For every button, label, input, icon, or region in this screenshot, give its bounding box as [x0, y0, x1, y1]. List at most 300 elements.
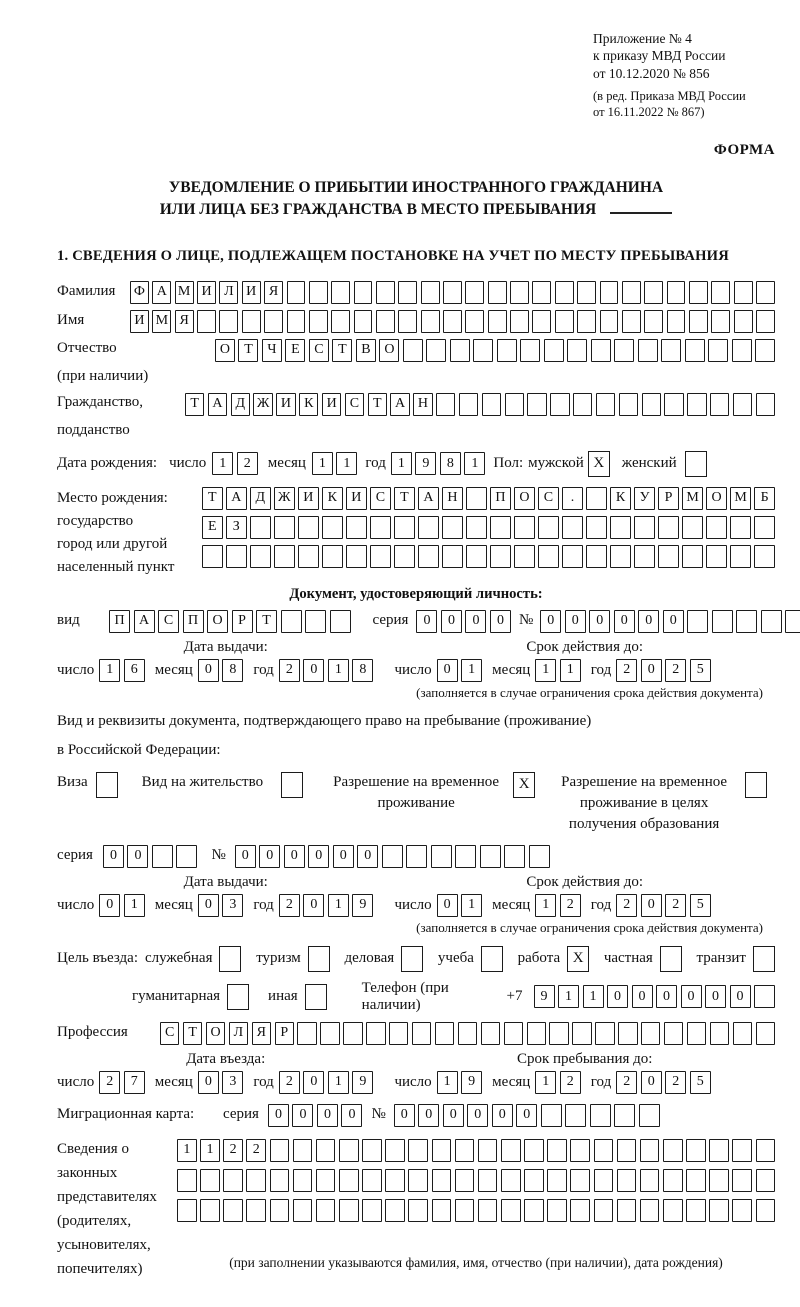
char-cell[interactable] [376, 281, 395, 304]
char-cell[interactable]: 0 [437, 659, 458, 682]
char-cell[interactable] [547, 1199, 567, 1222]
char-cell[interactable] [466, 516, 487, 539]
char-cell[interactable] [664, 1022, 683, 1045]
char-cell[interactable] [197, 310, 216, 333]
char-cell[interactable]: 1 [461, 894, 482, 917]
purpose-other-checkbox[interactable] [305, 984, 327, 1010]
char-cell[interactable]: Я [252, 1022, 271, 1045]
char-cell[interactable]: 1 [391, 452, 412, 475]
char-cell[interactable]: 2 [279, 894, 300, 917]
char-cell[interactable] [733, 393, 752, 416]
char-cell[interactable]: Т [368, 393, 387, 416]
char-cell[interactable] [287, 281, 306, 304]
char-cell[interactable] [478, 1169, 498, 1192]
char-cell[interactable]: И [276, 393, 295, 416]
char-cell[interactable] [709, 1199, 729, 1222]
char-cell[interactable]: О [706, 487, 727, 510]
char-cell[interactable] [732, 339, 752, 362]
char-cell[interactable]: С [538, 487, 559, 510]
char-cell[interactable] [293, 1169, 313, 1192]
purpose-official-checkbox[interactable] [219, 946, 241, 972]
char-cell[interactable]: 0 [565, 610, 586, 633]
char-cell[interactable]: 5 [690, 1071, 711, 1094]
char-cell[interactable]: Ж [274, 487, 295, 510]
char-cell[interactable]: 1 [464, 452, 485, 475]
char-cell[interactable]: А [208, 393, 227, 416]
char-cell[interactable] [732, 1139, 752, 1162]
residence-permit-checkbox[interactable] [281, 772, 303, 798]
char-cell[interactable]: Т [183, 1022, 202, 1045]
char-cell[interactable]: 3 [222, 1071, 243, 1094]
char-cell[interactable] [246, 1199, 266, 1222]
char-cell[interactable]: М [682, 487, 703, 510]
char-cell[interactable] [455, 1139, 475, 1162]
char-cell[interactable] [331, 281, 350, 304]
char-cell[interactable]: 1 [124, 894, 145, 917]
char-cell[interactable]: 0 [127, 845, 148, 868]
char-cell[interactable] [756, 393, 775, 416]
char-cell[interactable] [733, 1022, 752, 1045]
char-cell[interactable] [567, 339, 587, 362]
char-cell[interactable] [497, 339, 517, 362]
char-cell[interactable] [270, 1199, 290, 1222]
char-cell[interactable] [594, 1139, 614, 1162]
char-cell[interactable]: 0 [437, 894, 458, 917]
char-cell[interactable] [687, 393, 706, 416]
char-cell[interactable] [264, 310, 283, 333]
char-cell[interactable] [570, 1139, 590, 1162]
char-cell[interactable] [644, 310, 663, 333]
char-cell[interactable]: 2 [560, 894, 581, 917]
char-cell[interactable]: 1 [177, 1139, 197, 1162]
char-cell[interactable]: 1 [212, 452, 233, 475]
char-cell[interactable] [501, 1169, 521, 1192]
char-cell[interactable]: 0 [516, 1104, 537, 1127]
char-cell[interactable]: 0 [259, 845, 280, 868]
char-cell[interactable] [577, 281, 596, 304]
char-cell[interactable] [354, 281, 373, 304]
gender-male-checkbox[interactable]: X [588, 451, 610, 477]
char-cell[interactable]: И [298, 487, 319, 510]
purpose-study-checkbox[interactable] [481, 946, 503, 972]
char-cell[interactable]: И [130, 310, 149, 333]
char-cell[interactable]: . [562, 487, 583, 510]
char-cell[interactable] [418, 516, 439, 539]
char-cell[interactable]: 1 [328, 659, 349, 682]
char-cell[interactable]: М [730, 487, 751, 510]
char-cell[interactable] [736, 610, 757, 633]
char-cell[interactable]: 0 [443, 1104, 464, 1127]
char-cell[interactable] [223, 1169, 243, 1192]
char-cell[interactable]: Д [250, 487, 271, 510]
char-cell[interactable] [442, 545, 463, 568]
char-cell[interactable]: 2 [665, 659, 686, 682]
char-cell[interactable] [709, 1139, 729, 1162]
char-cell[interactable]: 9 [461, 1071, 482, 1094]
char-cell[interactable] [590, 1104, 611, 1127]
char-cell[interactable] [538, 516, 559, 539]
char-cell[interactable] [756, 1139, 776, 1162]
char-cell[interactable] [514, 545, 535, 568]
char-cell[interactable]: 5 [690, 894, 711, 917]
char-cell[interactable] [412, 1022, 431, 1045]
char-cell[interactable] [547, 1169, 567, 1192]
char-cell[interactable] [478, 1199, 498, 1222]
char-cell[interactable] [385, 1139, 405, 1162]
char-cell[interactable]: О [206, 1022, 225, 1045]
char-cell[interactable]: 8 [222, 659, 243, 682]
char-cell[interactable] [572, 1022, 591, 1045]
char-cell[interactable] [505, 393, 524, 416]
char-cell[interactable] [354, 310, 373, 333]
purpose-work-checkbox[interactable]: X [567, 946, 589, 972]
char-cell[interactable]: О [207, 610, 228, 633]
char-cell[interactable] [663, 1169, 683, 1192]
char-cell[interactable] [730, 516, 751, 539]
char-cell[interactable]: 9 [415, 452, 436, 475]
char-cell[interactable] [685, 339, 705, 362]
char-cell[interactable] [362, 1139, 382, 1162]
char-cell[interactable]: Ч [262, 339, 282, 362]
char-cell[interactable]: 1 [535, 659, 556, 682]
char-cell[interactable] [246, 1169, 266, 1192]
char-cell[interactable] [706, 545, 727, 568]
char-cell[interactable]: 0 [292, 1104, 313, 1127]
char-cell[interactable]: 2 [237, 452, 258, 475]
char-cell[interactable]: 2 [223, 1139, 243, 1162]
char-cell[interactable]: Д [231, 393, 250, 416]
char-cell[interactable]: 0 [308, 845, 329, 868]
char-cell[interactable]: Н [413, 393, 432, 416]
char-cell[interactable] [274, 516, 295, 539]
char-cell[interactable] [421, 281, 440, 304]
char-cell[interactable] [339, 1199, 359, 1222]
char-cell[interactable]: 0 [235, 845, 256, 868]
char-cell[interactable] [270, 1139, 290, 1162]
char-cell[interactable]: 0 [490, 610, 511, 633]
char-cell[interactable] [634, 516, 655, 539]
char-cell[interactable]: 0 [303, 894, 324, 917]
temp-residence-education-checkbox[interactable] [745, 772, 767, 798]
char-cell[interactable] [481, 1022, 500, 1045]
char-cell[interactable] [316, 1169, 336, 1192]
char-cell[interactable] [529, 845, 550, 868]
char-cell[interactable]: В [356, 339, 376, 362]
char-cell[interactable] [689, 281, 708, 304]
char-cell[interactable] [594, 1169, 614, 1192]
char-cell[interactable] [711, 281, 730, 304]
char-cell[interactable] [639, 1104, 660, 1127]
char-cell[interactable] [488, 310, 507, 333]
char-cell[interactable] [322, 545, 343, 568]
purpose-private-checkbox[interactable] [660, 946, 682, 972]
char-cell[interactable] [270, 1169, 290, 1192]
char-cell[interactable]: 9 [534, 985, 555, 1008]
char-cell[interactable] [682, 545, 703, 568]
char-cell[interactable] [596, 393, 615, 416]
char-cell[interactable]: 5 [690, 659, 711, 682]
char-cell[interactable] [293, 1139, 313, 1162]
char-cell[interactable]: 9 [352, 1071, 373, 1094]
char-cell[interactable]: 0 [341, 1104, 362, 1127]
char-cell[interactable]: 0 [418, 1104, 439, 1127]
char-cell[interactable]: С [370, 487, 391, 510]
char-cell[interactable]: 0 [394, 1104, 415, 1127]
char-cell[interactable] [732, 1199, 752, 1222]
char-cell[interactable] [443, 281, 462, 304]
char-cell[interactable] [459, 393, 478, 416]
char-cell[interactable] [658, 545, 679, 568]
char-cell[interactable]: Б [754, 487, 775, 510]
char-cell[interactable] [200, 1199, 220, 1222]
char-cell[interactable] [755, 339, 775, 362]
char-cell[interactable] [664, 393, 683, 416]
char-cell[interactable] [527, 1022, 546, 1045]
char-cell[interactable] [443, 310, 462, 333]
char-cell[interactable]: 9 [352, 894, 373, 917]
char-cell[interactable] [501, 1199, 521, 1222]
char-cell[interactable]: М [175, 281, 194, 304]
char-cell[interactable]: 0 [198, 659, 219, 682]
char-cell[interactable] [756, 1199, 776, 1222]
char-cell[interactable]: 0 [681, 985, 702, 1008]
char-cell[interactable] [555, 310, 574, 333]
char-cell[interactable]: 2 [279, 1071, 300, 1094]
char-cell[interactable] [226, 545, 247, 568]
char-cell[interactable]: 1 [99, 659, 120, 682]
char-cell[interactable] [250, 516, 271, 539]
gender-female-checkbox[interactable] [685, 451, 707, 477]
char-cell[interactable]: 0 [641, 659, 662, 682]
char-cell[interactable]: 0 [589, 610, 610, 633]
char-cell[interactable] [586, 545, 607, 568]
char-cell[interactable] [394, 545, 415, 568]
purpose-business-checkbox[interactable] [401, 946, 423, 972]
char-cell[interactable] [394, 516, 415, 539]
char-cell[interactable] [408, 1139, 428, 1162]
char-cell[interactable] [458, 1022, 477, 1045]
char-cell[interactable] [346, 545, 367, 568]
char-cell[interactable] [480, 845, 501, 868]
char-cell[interactable]: 0 [198, 894, 219, 917]
char-cell[interactable] [202, 545, 223, 568]
char-cell[interactable] [450, 339, 470, 362]
char-cell[interactable]: 1 [437, 1071, 458, 1094]
char-cell[interactable] [398, 310, 417, 333]
char-cell[interactable] [432, 1139, 452, 1162]
char-cell[interactable] [431, 845, 452, 868]
char-cell[interactable]: 1 [200, 1139, 220, 1162]
char-cell[interactable] [339, 1169, 359, 1192]
char-cell[interactable] [200, 1169, 220, 1192]
char-cell[interactable] [618, 1022, 637, 1045]
char-cell[interactable] [385, 1169, 405, 1192]
char-cell[interactable] [316, 1199, 336, 1222]
char-cell[interactable]: Ж [253, 393, 272, 416]
char-cell[interactable] [309, 281, 328, 304]
char-cell[interactable] [482, 393, 501, 416]
char-cell[interactable]: 0 [492, 1104, 513, 1127]
char-cell[interactable] [544, 339, 564, 362]
char-cell[interactable] [532, 281, 551, 304]
char-cell[interactable] [622, 281, 641, 304]
char-cell[interactable] [756, 1169, 776, 1192]
char-cell[interactable]: 0 [103, 845, 124, 868]
char-cell[interactable]: 2 [616, 894, 637, 917]
char-cell[interactable]: У [634, 487, 655, 510]
char-cell[interactable]: 2 [665, 894, 686, 917]
char-cell[interactable]: 0 [303, 659, 324, 682]
char-cell[interactable] [711, 310, 730, 333]
char-cell[interactable] [732, 1169, 752, 1192]
char-cell[interactable]: Т [256, 610, 277, 633]
char-cell[interactable]: Н [442, 487, 463, 510]
char-cell[interactable] [756, 1022, 775, 1045]
char-cell[interactable] [490, 516, 511, 539]
char-cell[interactable]: 0 [465, 610, 486, 633]
char-cell[interactable]: 0 [333, 845, 354, 868]
char-cell[interactable]: 2 [616, 1071, 637, 1094]
char-cell[interactable] [754, 545, 775, 568]
char-cell[interactable]: Т [332, 339, 352, 362]
char-cell[interactable]: 0 [540, 610, 561, 633]
char-cell[interactable]: 0 [467, 1104, 488, 1127]
char-cell[interactable] [555, 281, 574, 304]
char-cell[interactable]: 2 [246, 1139, 266, 1162]
char-cell[interactable]: 0 [730, 985, 751, 1008]
char-cell[interactable] [455, 1169, 475, 1192]
char-cell[interactable]: А [418, 487, 439, 510]
char-cell[interactable]: Я [264, 281, 283, 304]
char-cell[interactable] [634, 545, 655, 568]
char-cell[interactable] [594, 1199, 614, 1222]
char-cell[interactable] [298, 516, 319, 539]
char-cell[interactable] [524, 1169, 544, 1192]
char-cell[interactable] [362, 1199, 382, 1222]
char-cell[interactable]: 2 [665, 1071, 686, 1094]
char-cell[interactable] [177, 1199, 197, 1222]
temp-residence-checkbox[interactable]: X [513, 772, 535, 798]
char-cell[interactable]: 3 [222, 894, 243, 917]
char-cell[interactable] [490, 545, 511, 568]
char-cell[interactable]: Л [229, 1022, 248, 1045]
char-cell[interactable]: 8 [440, 452, 461, 475]
char-cell[interactable] [761, 610, 782, 633]
char-cell[interactable]: С [345, 393, 364, 416]
char-cell[interactable] [250, 545, 271, 568]
char-cell[interactable] [642, 393, 661, 416]
char-cell[interactable] [426, 339, 446, 362]
char-cell[interactable] [600, 310, 619, 333]
char-cell[interactable]: 0 [614, 610, 635, 633]
char-cell[interactable] [177, 1169, 197, 1192]
char-cell[interactable] [658, 516, 679, 539]
char-cell[interactable] [385, 1199, 405, 1222]
char-cell[interactable]: А [134, 610, 155, 633]
char-cell[interactable] [709, 1169, 729, 1192]
char-cell[interactable] [406, 845, 427, 868]
char-cell[interactable] [785, 610, 800, 633]
char-cell[interactable]: С [160, 1022, 179, 1045]
char-cell[interactable]: 6 [124, 659, 145, 682]
char-cell[interactable] [297, 1022, 316, 1045]
char-cell[interactable] [708, 339, 728, 362]
char-cell[interactable] [591, 339, 611, 362]
char-cell[interactable] [309, 310, 328, 333]
char-cell[interactable]: О [215, 339, 235, 362]
char-cell[interactable] [663, 1139, 683, 1162]
char-cell[interactable] [686, 1169, 706, 1192]
char-cell[interactable] [614, 1104, 635, 1127]
char-cell[interactable] [570, 1169, 590, 1192]
char-cell[interactable] [465, 281, 484, 304]
char-cell[interactable] [686, 1139, 706, 1162]
char-cell[interactable] [600, 281, 619, 304]
char-cell[interactable] [527, 393, 546, 416]
char-cell[interactable] [549, 1022, 568, 1045]
char-cell[interactable]: 0 [284, 845, 305, 868]
char-cell[interactable]: 1 [461, 659, 482, 682]
char-cell[interactable] [710, 393, 729, 416]
char-cell[interactable] [622, 310, 641, 333]
char-cell[interactable]: П [490, 487, 511, 510]
char-cell[interactable] [520, 339, 540, 362]
char-cell[interactable]: Р [658, 487, 679, 510]
char-cell[interactable] [389, 1022, 408, 1045]
char-cell[interactable] [532, 310, 551, 333]
char-cell[interactable] [473, 339, 493, 362]
char-cell[interactable]: 1 [558, 985, 579, 1008]
char-cell[interactable] [223, 1199, 243, 1222]
char-cell[interactable] [550, 393, 569, 416]
char-cell[interactable] [541, 1104, 562, 1127]
char-cell[interactable]: 0 [357, 845, 378, 868]
char-cell[interactable] [510, 281, 529, 304]
char-cell[interactable] [573, 393, 592, 416]
char-cell[interactable] [488, 281, 507, 304]
char-cell[interactable]: К [322, 487, 343, 510]
char-cell[interactable] [432, 1199, 452, 1222]
char-cell[interactable]: И [346, 487, 367, 510]
char-cell[interactable]: П [183, 610, 204, 633]
char-cell[interactable]: Л [219, 281, 238, 304]
char-cell[interactable] [661, 339, 681, 362]
char-cell[interactable] [504, 1022, 523, 1045]
char-cell[interactable]: Т [238, 339, 258, 362]
char-cell[interactable]: 2 [616, 659, 637, 682]
char-cell[interactable] [734, 281, 753, 304]
char-cell[interactable] [339, 1139, 359, 1162]
char-cell[interactable] [320, 1022, 339, 1045]
char-cell[interactable] [610, 545, 631, 568]
char-cell[interactable]: Т [185, 393, 204, 416]
char-cell[interactable] [330, 610, 351, 633]
char-cell[interactable]: С [158, 610, 179, 633]
char-cell[interactable] [756, 310, 775, 333]
char-cell[interactable]: А [390, 393, 409, 416]
char-cell[interactable]: 2 [99, 1071, 120, 1094]
char-cell[interactable]: 0 [441, 610, 462, 633]
char-cell[interactable]: 0 [705, 985, 726, 1008]
char-cell[interactable] [619, 393, 638, 416]
char-cell[interactable] [435, 1022, 454, 1045]
char-cell[interactable] [562, 545, 583, 568]
char-cell[interactable] [617, 1139, 637, 1162]
char-cell[interactable] [442, 516, 463, 539]
char-cell[interactable]: О [514, 487, 535, 510]
char-cell[interactable]: 0 [416, 610, 437, 633]
char-cell[interactable]: М [152, 310, 171, 333]
